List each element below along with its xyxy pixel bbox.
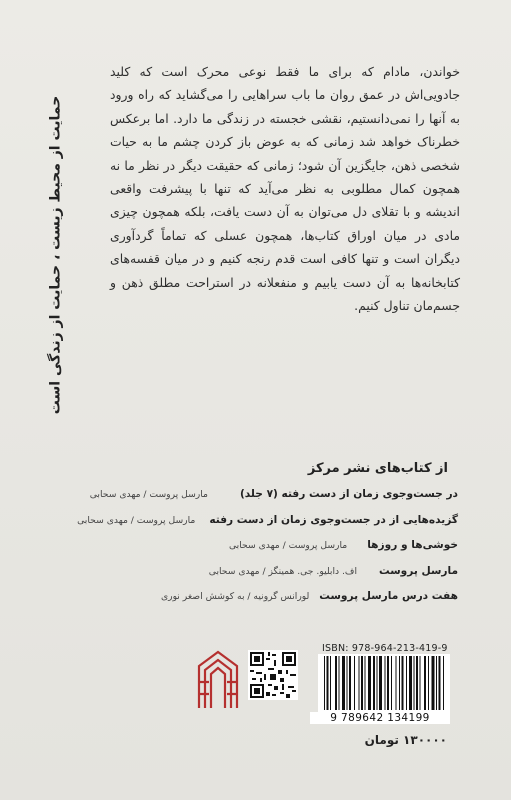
isbn-barcode <box>318 654 450 712</box>
barcode-bar <box>330 656 331 710</box>
barcode-bar <box>420 656 421 710</box>
price-label: ۱۳۰۰۰۰ تومان <box>364 733 447 747</box>
book-list-item <box>100 590 458 616</box>
barcode-bar <box>373 656 375 710</box>
catalog-heading: از کتاب‌های نشر مرکز <box>307 461 448 476</box>
barcode-bar <box>368 656 371 710</box>
book-author: مارسل پروست / مهدی سحابی <box>229 540 348 552</box>
nashr-markaz-logo <box>197 648 239 710</box>
barcode-bar <box>342 656 345 710</box>
book-title: هفت درس مارسل پروست <box>319 590 458 603</box>
barcode-bar <box>358 656 359 710</box>
spine-slogan-text: حمایت از محیط زیست ، حمایت از زندگی است <box>47 95 63 415</box>
barcode-bar <box>365 656 366 710</box>
barcode-bar <box>347 656 348 710</box>
spine-slogan <box>40 55 70 455</box>
barcode-bar <box>431 656 434 710</box>
barcode-bar <box>443 656 444 710</box>
barcode-bar <box>416 656 418 710</box>
barcode-bar <box>402 656 404 710</box>
book-title: در جست‌وجوی زمان از دست رفته (۷ جلد) <box>239 488 458 500</box>
barcode-bar <box>424 656 426 710</box>
book-author: اف. دابلیو. جی. همینگز / مهدی سحابی <box>208 565 358 577</box>
isbn-label: ISBN: 978-964-213-419-9 <box>322 643 448 654</box>
book-title: خوشی‌ها و روزها <box>367 539 458 552</box>
barcode-bar <box>436 656 437 710</box>
book-title: مارسل پروست <box>379 564 458 577</box>
barcode-digits: 9 789642 134199 <box>310 712 450 724</box>
barcode-bar <box>399 656 400 710</box>
qr-code-icon <box>248 650 298 700</box>
book-title: گزیده‌هایی از در جست‌وجوی زمان از دست رفته <box>209 513 458 526</box>
barcode-bar <box>428 656 429 710</box>
barcode-bar <box>385 656 386 710</box>
barcode-bar <box>349 656 351 710</box>
barcode-bar <box>354 656 355 710</box>
book-list-item <box>100 539 458 565</box>
barcode-bar <box>409 656 412 710</box>
book-list-item <box>100 565 458 591</box>
book-list-item <box>89 488 458 514</box>
barcode-bar <box>327 656 329 710</box>
barcode-bar <box>361 656 363 710</box>
barcode-bar <box>395 656 396 710</box>
barcode-bar <box>379 656 382 710</box>
barcode-bar <box>413 656 414 710</box>
barcode-bar <box>338 656 339 710</box>
barcode-bar <box>324 656 325 710</box>
barcode-bar <box>335 656 337 710</box>
barcode-bar <box>406 656 407 710</box>
book-author: مارسل پروست / مهدی سحابی <box>89 489 208 500</box>
book-list-item <box>77 513 458 540</box>
blurb-paragraph: خواندن، مادام که برای ما فقط نوعی محرک است که کلید جادویی‌اش در عمق روان ما باب سراهایی را می‌گشاید که راه ورود به آنها را نمی‌دانستیم، نقشی خجسته در زندگی ما دارد. اما برعکس خطرناک خواهد شد زمانی که به عوض باز کردن چشم ما به حیات شخصی ذهن، جایگزین آن شود؛ زمانی که حقیقت دیگر در نظر ما نه همچون کمال مطلوبی به نظر می‌آید که تنها با پیشرفت واقعی اندیشه و با تقلای دل می‌توان به آن دست یافت، بلکه همچون چیزی مادی در میان اوراق کتاب‌ها، همچون عسلی که تماماً گردآوری دیگران است و تنها کافی است قدم رنجه کنیم و در میان قفسه‌های کتابخانه‌ها به آن دست یابیم و منفعلانه در استراحت مطلق ذهن و جسم‌مان تناول کنیم. <box>110 64 460 314</box>
barcode-bar <box>376 656 377 710</box>
barcode-bar <box>391 656 392 710</box>
book-author: مارسل پروست / مهدی سحابی <box>77 514 196 526</box>
book-author: لورانس گرونیه / به کوشش اصغر نوری <box>160 591 310 603</box>
book-list <box>77 488 458 616</box>
barcode-bar <box>439 656 441 710</box>
barcode-bar <box>387 656 389 710</box>
